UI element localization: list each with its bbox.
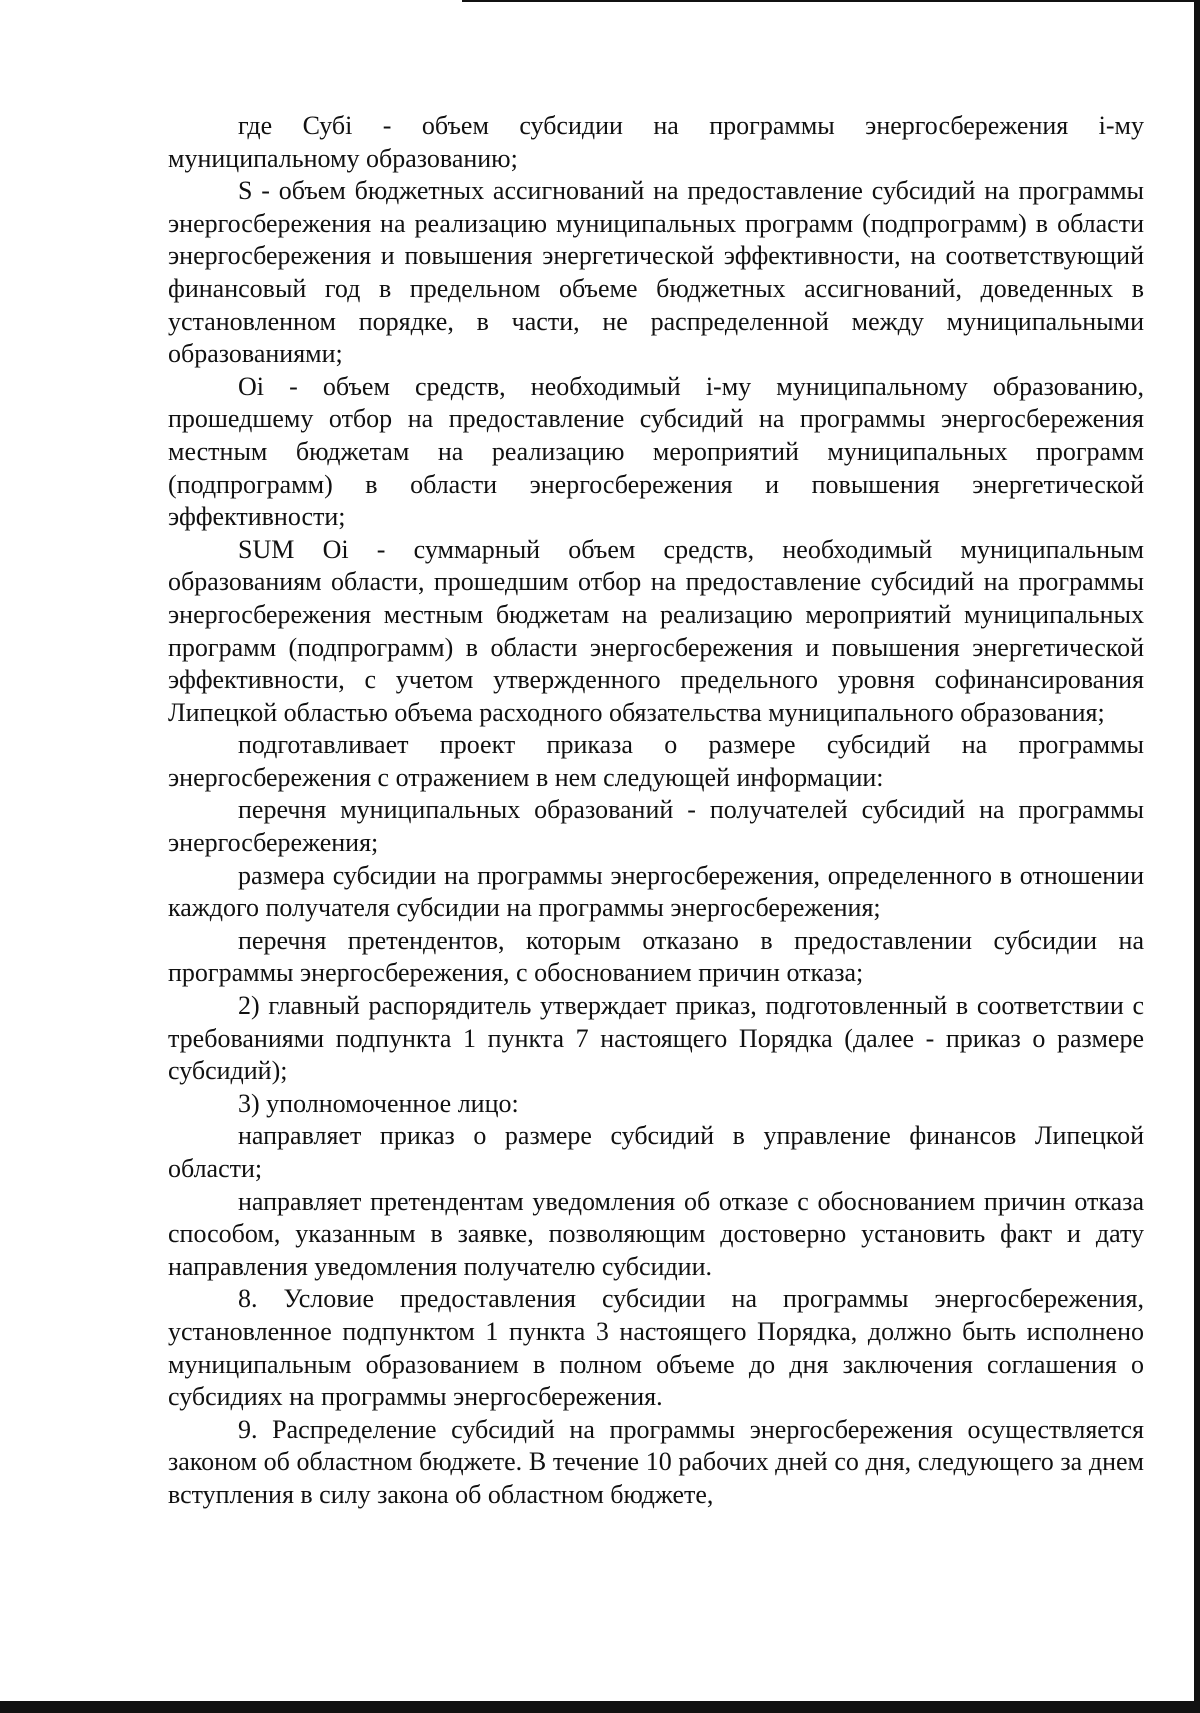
paragraph-send-refusals: направляет претендентам уведомления об отказе с обоснованием причин отказа способом, указанным в заявке, позволяющим достоверно установить факт и дату направления уведомления получателю субсидии. xyxy=(168,1186,1144,1281)
scan-top-border xyxy=(462,0,1200,2)
document-body xyxy=(168,110,1144,1512)
paragraph-recipients-list: перечня муниципальных образований - получателей субсидий на программы энергосбережения; xyxy=(168,795,1144,858)
paragraph-oi-definition: Oi - объем средств, необходимый i-му муниципальному образованию, прошедшему отбор на предоставление субсидий на программы энергосбережения местным бюджетам на реализацию мероприятий муниципальных программ (подпрограмм) в области энергосбережения и повышения энергетической эффективности; xyxy=(168,371,1144,532)
paragraph-item-8: 8. Условие предоставления субсидии на программы энергосбережения, установленное подпунктом 1 пункта 3 настоящего Порядка, должно быть исполнено муниципальным образованием в полном объеме до дня заключения соглашения о субсидиях на программы энергосбережения. xyxy=(168,1284,1144,1412)
paragraph-item-2: 2) главный распорядитель утверждает приказ, подготовленный в соответствии с требованиями подпункта 1 пункта 7 настоящего Порядка (далее - приказ о размере субсидий); xyxy=(168,991,1144,1086)
scan-right-edge xyxy=(1194,0,1200,1713)
paragraph-s-definition: S - объем бюджетных ассигнований на предоставление субсидий на программы энергосбережения на реализацию муниципальных программ (подпрограмм) в области энергосбережения и повышения энергетической эффективности, на соответствующий финансовый год в предельном объеме бюджетных ассигнований, доведенных в установленном порядке, в части, не распределенной между муниципальными образованиями; xyxy=(168,176,1144,369)
paragraph-item-9: 9. Распределение субсидий на программы энергосбережения осуществляется законом об областном бюджете. В течение 10 рабочих дней со дня, следующего за днем вступления в силу закона об областном бюджете, xyxy=(168,1414,1144,1509)
paragraph-sum-oi-definition: SUM Oi - суммарный объем средств, необходимый муниципальным образованиям области, прошедшим отбор на предоставление субсидий на программы энергосбережения местным бюджетам на реализацию мероприятий муниципальных программ (подпрограмм) в области энергосбережения и повышения энергетической эффективности, с учетом утвержденного предельного уровня софинансирования Липецкой областью объема расходного обязательства муниципального образования; xyxy=(168,534,1144,727)
paragraph-send-order: направляет приказ о размере субсидий в управление финансов Липецкой области; xyxy=(168,1121,1144,1183)
paragraph-subi-definition: где Субi - объем субсидии на программы энергосбережения i-му муниципальному образованию; xyxy=(168,111,1144,173)
paragraph-item-3: 3) уполномоченное лицо: xyxy=(238,1088,519,1118)
paragraph-prepare-order: подготавливает проект приказа о размере субсидий на программы энергосбережения с отражением в нем следующей информации: xyxy=(168,730,1144,792)
scan-bottom-edge xyxy=(0,1701,1200,1713)
paragraph-refused-list: перечня претендентов, которым отказано в предоставлении субсидии на программы энергосбережения, с обоснованием причин отказа; xyxy=(168,925,1144,988)
paragraph-subsidy-size: размера субсидии на программы энергосбережения, определенного в отношении каждого получателя субсидии на программы энергосбережения; xyxy=(168,860,1144,923)
